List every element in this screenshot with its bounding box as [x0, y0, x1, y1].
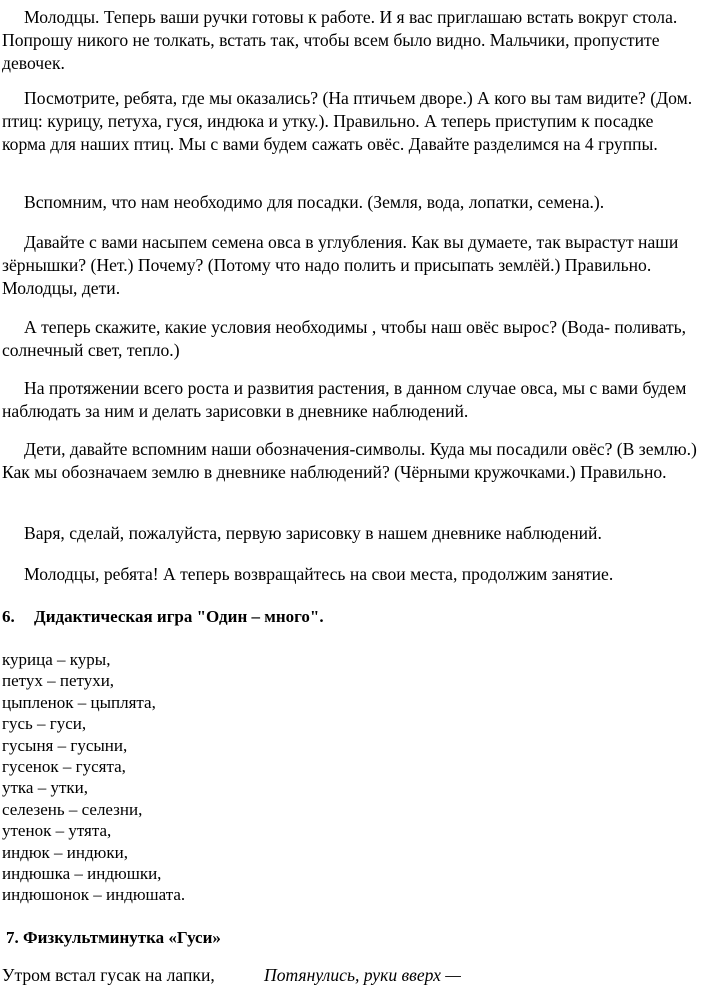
- section-6-heading: [2, 605, 324, 628]
- list-item: индюк – индюки,: [2, 842, 128, 862]
- word-pair-list: [2, 649, 402, 906]
- list-item: петух – петухи,: [2, 671, 115, 691]
- list-item: курица – куры,: [2, 650, 111, 669]
- list-item: индюшка – индюшки,: [2, 864, 162, 884]
- paragraph-symbols: Дети, давайте вспомним наши обозначения-символы. Куда мы посадили овёс? (В землю.) Как мы обозначаем землю в дневнике наблюдений? (Чёрными кружочками.) Правильно.: [2, 439, 697, 482]
- list-item: гусь – гуси,: [2, 714, 87, 734]
- poem-line: Утром встал гусак на лапки,: [2, 965, 215, 985]
- poem-row: [2, 964, 698, 987]
- list-item: утенок – утята,: [2, 821, 112, 841]
- paragraph-observation: На протяжении всего роста и развития растения, в данном случае овса, мы с вами будем наблюдать за ним и делать зарисовки в дневнике наблюдений.: [2, 378, 687, 421]
- section-6-number: 6.: [2, 607, 15, 626]
- list-item: гусыня – гусыни,: [2, 735, 128, 755]
- poem-action: Потянулись, руки вверх —: [264, 965, 461, 985]
- section-6-title: Дидактическая игра "Один – много".: [34, 607, 324, 626]
- paragraph-planting-needs: Вспомним, что нам необходимо для посадки. (Земля, вода, лопатки, семена.).: [24, 192, 605, 212]
- paragraph-sow-seeds: Давайте с вами насыпем семена овса в углубления. Как вы думаете, так вырастут наши зёрнышки? (Нет.) Почему? (Потому что надо полить и присыпать землёй.) Правильно. Молодцы, дети.: [2, 232, 679, 298]
- section-7-heading: 7. Физкультминутка «Гуси»: [6, 928, 221, 947]
- paragraph-growth-conditions: А теперь скажите, какие условия необходимы , чтобы наш овёс вырос? (Вода- поливать, солнечный свет, тепло.): [2, 317, 687, 360]
- list-item: утка – утки,: [2, 778, 89, 798]
- list-item: селезень – селезни,: [2, 799, 143, 819]
- list-item: индюшонок – индюшата.: [2, 885, 186, 905]
- list-item: цыпленок – цыплята,: [2, 692, 156, 712]
- paragraph-poultry-yard: Посмотрите, ребята, где мы оказались? (На птичьем дворе.) А кого вы там видите? (Дом. птиц: курицу, петуха, гуся, индюка и утку.). Правильно. А теперь приступим к посадке корма для наших птиц. Мы с вами будем сажать овёс. Давайте разделимся на 4 группы.: [2, 88, 693, 154]
- paragraph-intro: Молодцы. Теперь ваши ручки готовы к работе. И я вас приглашаю встать вокруг стола. Попрошу никого не толкать, встать так, чтобы всем было видно. Мальчики, пропустите девочек.: [2, 7, 678, 73]
- list-item: гусенок – гусята,: [2, 757, 126, 777]
- paragraph-first-sketch: Варя, сделай, пожалуйста, первую зарисовку в нашем дневнике наблюдений.: [24, 523, 602, 543]
- paragraph-return-seats: Молодцы, ребята! А теперь возвращайтесь на свои места, продолжим занятие.: [24, 564, 614, 584]
